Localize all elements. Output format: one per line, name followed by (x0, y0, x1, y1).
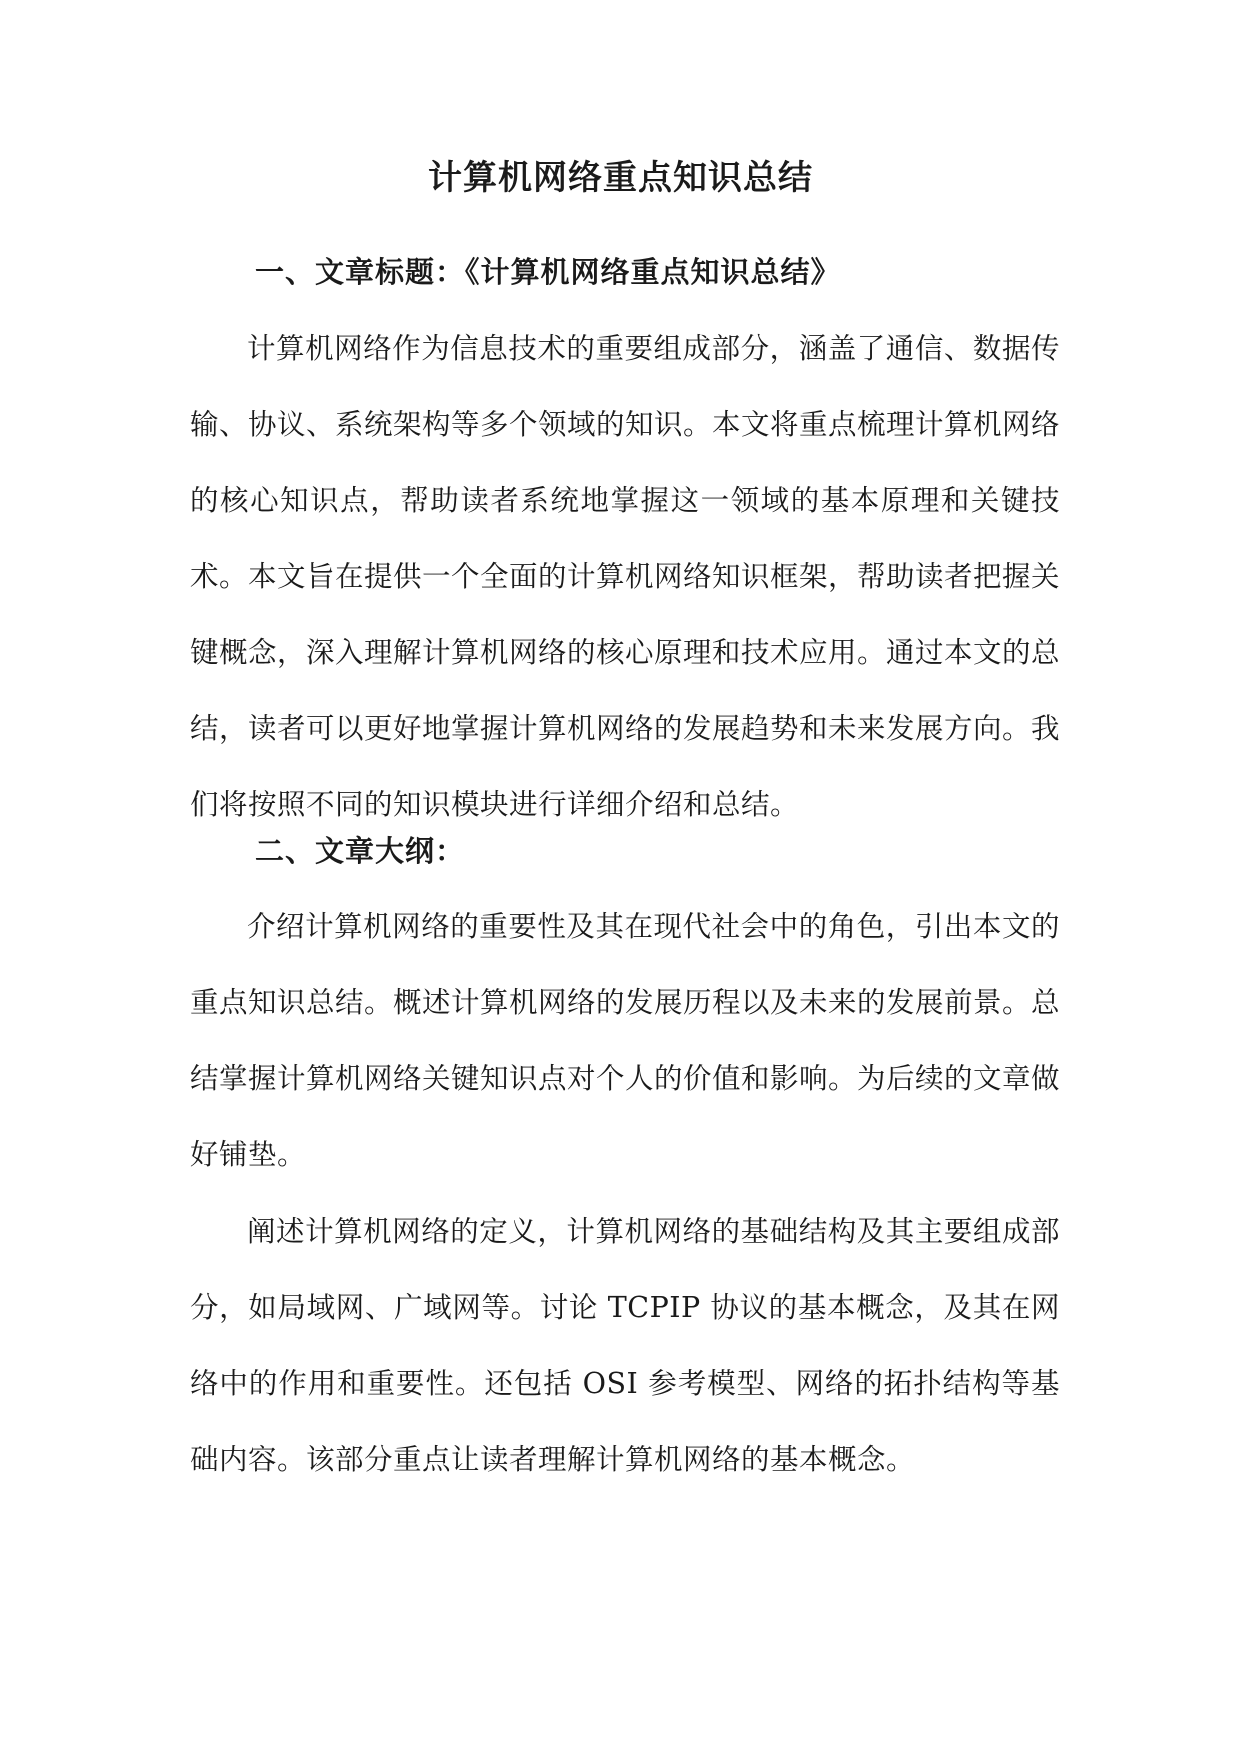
section-heading-article-title: 一、文章标题：《计算机网络重点知识总结》 (255, 255, 841, 289)
paragraph-outline-overview: 介绍计算机网络的重要性及其在现代社会中的角色，引出本文的重点知识总结。概述计算机网络的发展历程以及未来的发展前景。总结掌握计算机网络关键知识点对个人的价值和影响。为后续的文章做好铺垫。 (190, 910, 1061, 1171)
section-heading-outline: 二、文章大纲： (255, 834, 466, 868)
paragraph-outline-basics: 阐述计算机网络的定义，计算机网络的基础结构及其主要组成部分，如局域网、广域网等。讨论 TCPIP 协议的基本概念，及其在网络中的作用和重要性。还包括 OSI 参考模型、网络的拓扑结构等基础内容。该部分重点让读者理解计算机网络的基本概念。 (190, 1215, 1060, 1476)
document-title: 计算机网络重点知识总结 (428, 158, 813, 198)
paragraph-introduction: 计算机网络作为信息技术的重要组成部分，涵盖了通信、数据传输、协议、系统架构等多个领域的知识。本文将重点梳理计算机网络的核心知识点，帮助读者系统地掌握这一领域的基本原理和关键技术。本文旨在提供一个全面的计算机网络知识框架，帮助读者把握关键概念，深入理解计算机网络的核心原理和技术应用。通过本文的总结，读者可以更好地掌握计算机网络的发展趋势和未来发展方向。我们将按照不同的知识模块进行详细介绍和总结。 (190, 332, 1061, 821)
